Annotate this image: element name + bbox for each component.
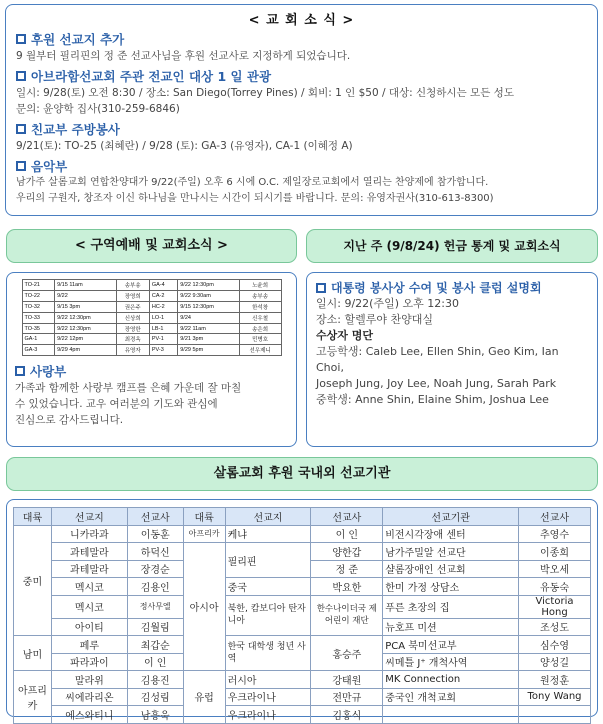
stats-title-bar: 지난 주 (9/8/24) 헌금 통계 및 교회소식 [306, 229, 598, 263]
table-row: 파라과이 이 인 씨메틀 J⁺ 개척사역 양성길 [14, 653, 591, 671]
schedule-cell: TO-21 [22, 280, 55, 291]
schedule-cell: 유영자 [116, 345, 149, 356]
schedule-cell: 9/15 11am [55, 280, 116, 291]
schedule-cell: 9/21 3pm [178, 334, 239, 345]
schedule-cell: GA-4 [149, 280, 177, 291]
schedule-cell: TO-32 [22, 301, 55, 312]
schedule-cell: 9/24 [178, 312, 239, 323]
love-dept-heading: 사랑부 [30, 364, 67, 380]
missions-table: 대륙 선교지 선교사 대륙 선교지 선교사 선교기관 선교사 중미 니카라과 이동훈 아프리카 케냐 이 인 비전시각장애 센터 추영수 과테말라 하덕신 아시아 필리핀 양한갑 남가주밀알 선교단 이종희 과테말라 장경순 정 준 샬롬장애인 선교회 박오세 멕시코 김용인 중국 박요한 한미 가정 상담소 유동숙 멕시코 정사무엘 북한, 캄보디아 탄자니아 한수나이더국 제어린이 재단 푸른 초장의 집 Victoria Hong 아이티 김월림 뉴호프 미션 조성도 남미 페루 최갑순 한국 대학생 청년 사역 홍승주 PCA 북미선교부 심수영 파라과이 이 인 씨메틀 J⁺ 개척사역 양성길 아프리카 말라위 김용진 유럽 러시아 강태원 MK Connection 원정훈 씨에라리온 김성림 우크라이나 전만규 중국인 개척교회 Tony Wang 에스와티니 남흥욱 우크라이나 김홍식 [13, 507, 591, 724]
award-list-title: 수상자 명단 [316, 329, 373, 342]
news-item-kitchen: 친교부 주방봉사 9/21(토): TO-25 (최혜란) / 9/28 (토): GA-3 (유영자), CA-1 (이혜정 A) [16, 122, 353, 152]
news-item-support: 후원 선교지 추가 9 월부터 필리핀의 정 준 선교사님을 후원 선교사로 지정하게 되었습니다. [16, 32, 351, 62]
table-row: 멕시코 정사무엘 북한, 캄보디아 탄자니아 한수나이더국 제어린이 재단 푸른 초장의 집 Victoria Hong [14, 595, 591, 618]
schedule-cell: PV-3 [149, 345, 177, 356]
schedule-cell: 9/29 4pm [55, 345, 116, 356]
district-title-bar: < 구역예배 및 교회소식 > [6, 229, 297, 263]
schedule-cell: HC-2 [149, 301, 177, 312]
award-heading: 대통령 봉사상 수여 및 봉사 클럽 설명회 [331, 281, 542, 295]
schedule-cell: 송부송 [116, 280, 149, 291]
schedule-cell: GA-3 [22, 345, 55, 356]
district-schedule-table [22, 279, 282, 356]
square-bullet-icon [16, 34, 26, 44]
schedule-cell: 9/22 12:30pm [55, 312, 116, 323]
table-row: 과테말라 하덕신 아시아 필리핀 양한갑 남가주밀알 선교단 이종희 [14, 543, 591, 561]
square-bullet-icon [16, 124, 26, 134]
square-bullet-icon [316, 283, 326, 293]
schedule-cell: 선우제니 [239, 345, 281, 356]
schedule-cell: GA-1 [22, 334, 55, 345]
schedule-row [22, 312, 281, 323]
schedule-row [22, 345, 281, 356]
news-item-tour: 아브라함선교회 주관 전교인 대상 1 일 관광 일시: 9/28(토) 오전 8:30 / 장소: San Diego(Torrey Pines) / 회비: 1 인 $50 / 대상: 신청하시는 모든 성도 문의: 윤양학 집사(310-259-6846) [16, 69, 514, 115]
schedule-cell: 9/22 12:30pm [55, 323, 116, 334]
schedule-cell: 최경옥 [116, 334, 149, 345]
district-box: TO-21 9/15 11am 송부송 GA-4 9/22 12:30pm 노윤희 TO-22 9/22 장영희 CA-2 9/22 9:30am 송부송 TO-32 9/15 3pm 권은주 HC-2 9/15 12:30pm 한석창 TO-33 9/22 12:30pm 신상희 LO-1 9/24 신우철 TO-35 9/22 12:30pm 장영한 LB-1 9/22 11am 송은희 GA-1 9/22 12pm 최경옥 PV-1 9/21 3pm 민병호 GA-3 9/29 4pm 유영자 PV-3 9/29 5pm 선우제니 사랑부 가족과 함께한 사랑부 캠프를 은혜 가운데 잘 마칠 수 있었습니다. 교우 여러분의 기도와 관심에 진심으로 감사드립니다. [6, 272, 297, 447]
schedule-cell: 9/22 12:30pm [178, 280, 239, 291]
table-row: 멕시코 김용인 중국 박요한 한미 가정 상담소 유동숙 [14, 578, 591, 596]
schedule-cell: 9/15 12:30pm [178, 301, 239, 312]
schedule-cell: CA-2 [149, 290, 177, 301]
square-bullet-icon [15, 366, 25, 376]
table-row: 아이티 김월림 뉴호프 미션 조성도 [14, 618, 591, 636]
schedule-cell: 신우철 [239, 312, 281, 323]
schedule-cell: 한석창 [239, 301, 281, 312]
schedule-cell: 9/22 12pm [55, 334, 116, 345]
schedule-cell: 송은희 [239, 323, 281, 334]
church-news-box [5, 4, 598, 216]
news-item-music: 음악부 남가주 살롬교회 연합찬양대가 9/22(주일) 오후 6 시에 O.C. 제일장로교회에서 열리는 찬양제에 참가합니다. 우리의 구원자, 창조자 이신 하나님을 만나시는 시간이 되시기를 바랍니다. 문의: 유영자권사(310-613-8300) [16, 159, 494, 204]
schedule-row [22, 323, 281, 334]
schedule-cell: 장영한 [116, 323, 149, 334]
church-news-title: < 교 회 소 식 > [248, 13, 355, 28]
table-row: 씨에라리온 김성림 우크라이나 전만규 중국인 개척교회 Tony Wang [14, 688, 591, 706]
schedule-row [22, 301, 281, 312]
schedule-row [22, 334, 281, 345]
schedule-cell: 9/22 9:30am [178, 290, 239, 301]
square-bullet-icon [16, 161, 26, 171]
schedule-cell: 민병호 [239, 334, 281, 345]
table-row: 남미 페루 최갑순 한국 대학생 청년 사역 홍승주 PCA 북미선교부 심수영 [14, 636, 591, 654]
schedule-cell: 9/22 11am [178, 323, 239, 334]
schedule-cell: 권은주 [116, 301, 149, 312]
schedule-cell: PV-1 [149, 334, 177, 345]
schedule-cell: 9/29 5pm [178, 345, 239, 356]
schedule-cell: TO-33 [22, 312, 55, 323]
schedule-cell: LB-1 [149, 323, 177, 334]
missions-box [6, 499, 598, 722]
schedule-cell: 장영희 [116, 290, 149, 301]
table-row: 아프리카 말라위 김용진 유럽 러시아 강태원 MK Connection 원정훈 [14, 671, 591, 689]
schedule-cell: 신상희 [116, 312, 149, 323]
square-bullet-icon [16, 71, 26, 81]
schedule-cell: 9/15 3pm [55, 301, 116, 312]
schedule-cell: 노윤희 [239, 280, 281, 291]
missions-title-bar: 살롬교회 후원 국내외 선교기관 [6, 457, 598, 491]
stats-box: 대통령 봉사상 수여 및 봉사 클럽 설명회 일시: 9/22(주일) 오후 12:30 장소: 할렐루야 찬양대실 수상자 명단 고등학생: Caleb Lee, Ellen Shin, Geo Kim, Ian Choi, Joseph Jung, Joy Lee, Noah Jung, Sarah Park 중학생: Anne Shin, Elaine Shim, Joshua Lee [306, 272, 598, 447]
table-row: 중미 니카라과 이동훈 아프리카 케냐 이 인 비전시각장애 센터 추영수 [14, 525, 591, 543]
schedule-cell: LO-1 [149, 312, 177, 323]
table-row: 과테말라 장경순 정 준 샬롬장애인 선교회 박오세 [14, 560, 591, 578]
schedule-row [22, 280, 281, 291]
schedule-row [22, 290, 281, 301]
schedule-cell: 9/22 [55, 290, 116, 301]
table-row: 에스와티니 남흥욱 우크라이나 김홍식 [14, 706, 591, 724]
schedule-cell: 송부송 [239, 290, 281, 301]
schedule-cell: TO-22 [22, 290, 55, 301]
schedule-cell: TO-35 [22, 323, 55, 334]
